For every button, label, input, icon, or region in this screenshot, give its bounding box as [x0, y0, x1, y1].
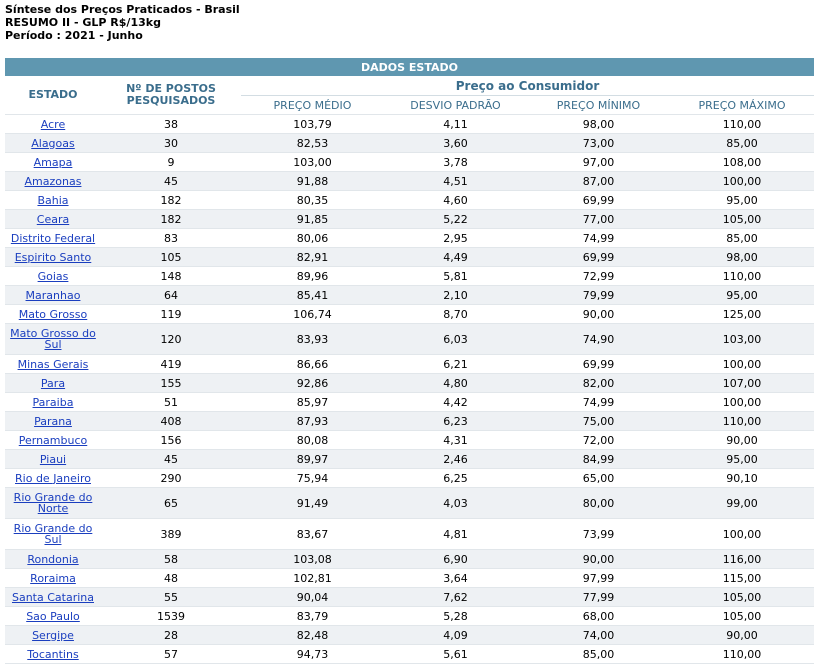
- table-row: [5, 412, 814, 431]
- cell-postos: 182: [101, 191, 241, 210]
- cell-preco-maximo: 115,00: [670, 569, 814, 588]
- table-row: [5, 626, 814, 645]
- cell-preco-maximo: 90,00: [670, 626, 814, 645]
- cell-estado: [5, 374, 101, 393]
- cell-preco-maximo: 95,00: [670, 286, 814, 305]
- cell-preco-maximo: 100,00: [670, 393, 814, 412]
- cell-postos: 389: [101, 519, 241, 550]
- cell-desvio-padrao: 5,81: [384, 267, 527, 286]
- cell-preco-medio: 89,96: [241, 267, 384, 286]
- state-link[interactable]: Sao Paulo: [26, 609, 80, 623]
- table-row: [5, 450, 814, 469]
- cell-estado: [5, 450, 101, 469]
- table-row: [5, 431, 814, 450]
- table-row: [5, 355, 814, 374]
- cell-preco-minimo: 84,99: [527, 450, 670, 469]
- table-row: [5, 229, 814, 248]
- cell-preco-medio: 89,97: [241, 450, 384, 469]
- cell-preco-medio: 90,04: [241, 588, 384, 607]
- cell-preco-maximo: 107,00: [670, 374, 814, 393]
- cell-preco-maximo: 110,00: [670, 267, 814, 286]
- cell-preco-maximo: 99,00: [670, 488, 814, 519]
- table-row: [5, 550, 814, 569]
- cell-postos: 156: [101, 431, 241, 450]
- cell-preco-minimo: 90,00: [527, 550, 670, 569]
- table-row: [5, 210, 814, 229]
- cell-preco-medio: 82,91: [241, 248, 384, 267]
- cell-estado: [5, 569, 101, 588]
- state-link[interactable]: Tocantins: [27, 647, 79, 661]
- state-link[interactable]: Sergipe: [32, 628, 74, 642]
- cell-preco-minimo: 85,00: [527, 645, 670, 664]
- cell-preco-minimo: 65,00: [527, 469, 670, 488]
- report-subtitle: RESUMO II - GLP R$/13kg: [5, 16, 161, 29]
- cell-preco-maximo: 110,00: [670, 645, 814, 664]
- cell-preco-maximo: 90,00: [670, 431, 814, 450]
- cell-postos: 119: [101, 305, 241, 324]
- cell-postos: 419: [101, 355, 241, 374]
- cell-preco-minimo: 82,00: [527, 374, 670, 393]
- cell-desvio-padrao: 6,03: [384, 324, 527, 355]
- cell-estado: [5, 412, 101, 431]
- cell-postos: 57: [101, 645, 241, 664]
- state-link[interactable]: Rio Grande do Norte: [13, 491, 93, 515]
- cell-preco-maximo: 95,00: [670, 191, 814, 210]
- cell-postos: 58: [101, 550, 241, 569]
- cell-preco-medio: 85,97: [241, 393, 384, 412]
- cell-preco-medio: 92,86: [241, 374, 384, 393]
- cell-postos: 120: [101, 324, 241, 355]
- cell-postos: 65: [101, 488, 241, 519]
- state-link[interactable]: Parana: [34, 414, 72, 428]
- cell-preco-medio: 91,88: [241, 172, 384, 191]
- cell-preco-medio: 103,79: [241, 115, 384, 134]
- state-prices-table: [5, 58, 814, 664]
- cell-preco-medio: 94,73: [241, 645, 384, 664]
- cell-postos: 1539: [101, 607, 241, 626]
- table-row: [5, 267, 814, 286]
- cell-estado: [5, 115, 101, 134]
- cell-preco-maximo: 95,00: [670, 450, 814, 469]
- cell-preco-minimo: 79,99: [527, 286, 670, 305]
- cell-postos: 148: [101, 267, 241, 286]
- cell-postos: 64: [101, 286, 241, 305]
- cell-preco-minimo: 97,99: [527, 569, 670, 588]
- cell-estado: [5, 210, 101, 229]
- cell-desvio-padrao: 6,21: [384, 355, 527, 374]
- table-row: [5, 115, 814, 134]
- cell-desvio-padrao: 4,42: [384, 393, 527, 412]
- table-row: [5, 286, 814, 305]
- cell-preco-maximo: 85,00: [670, 229, 814, 248]
- state-link[interactable]: Alagoas: [31, 136, 75, 150]
- cell-desvio-padrao: 4,60: [384, 191, 527, 210]
- cell-desvio-padrao: 4,51: [384, 172, 527, 191]
- cell-preco-medio: 82,53: [241, 134, 384, 153]
- state-link[interactable]: Maranhao: [25, 288, 81, 302]
- cell-preco-maximo: 110,00: [670, 412, 814, 431]
- cell-preco-medio: 103,08: [241, 550, 384, 569]
- cell-estado: [5, 550, 101, 569]
- cell-desvio-padrao: 2,10: [384, 286, 527, 305]
- cell-desvio-padrao: 5,61: [384, 645, 527, 664]
- report-title: Síntese dos Preços Praticados - Brasil: [5, 3, 240, 16]
- cell-preco-medio: 103,00: [241, 153, 384, 172]
- cell-preco-medio: 80,06: [241, 229, 384, 248]
- cell-preco-medio: 85,41: [241, 286, 384, 305]
- cell-desvio-padrao: 4,80: [384, 374, 527, 393]
- cell-preco-maximo: 98,00: [670, 248, 814, 267]
- cell-preco-medio: 86,66: [241, 355, 384, 374]
- column-header-estado: ESTADO: [28, 88, 78, 101]
- cell-desvio-padrao: 6,90: [384, 550, 527, 569]
- cell-postos: 55: [101, 588, 241, 607]
- cell-preco-minimo: 74,99: [527, 393, 670, 412]
- cell-estado: [5, 519, 101, 550]
- cell-preco-maximo: 125,00: [670, 305, 814, 324]
- cell-desvio-padrao: 3,64: [384, 569, 527, 588]
- cell-preco-minimo: 80,00: [527, 488, 670, 519]
- cell-postos: 45: [101, 450, 241, 469]
- state-link[interactable]: Bahia: [37, 193, 69, 207]
- cell-preco-medio: 83,93: [241, 324, 384, 355]
- cell-desvio-padrao: 5,22: [384, 210, 527, 229]
- state-link[interactable]: Espirito Santo: [14, 250, 92, 264]
- state-link[interactable]: Distrito Federal: [10, 231, 96, 245]
- cell-preco-medio: 82,48: [241, 626, 384, 645]
- cell-preco-maximo: 85,00: [670, 134, 814, 153]
- state-link[interactable]: Amapa: [33, 155, 73, 169]
- state-link[interactable]: Amazonas: [24, 174, 82, 188]
- cell-estado: [5, 588, 101, 607]
- cell-preco-maximo: 103,00: [670, 324, 814, 355]
- table-body: [5, 115, 814, 664]
- cell-estado: [5, 267, 101, 286]
- state-link[interactable]: Para: [40, 376, 66, 390]
- table-row: [5, 393, 814, 412]
- cell-estado: [5, 305, 101, 324]
- cell-postos: 408: [101, 412, 241, 431]
- cell-preco-minimo: 72,99: [527, 267, 670, 286]
- cell-preco-medio: 87,93: [241, 412, 384, 431]
- cell-preco-minimo: 69,99: [527, 355, 670, 374]
- cell-postos: 83: [101, 229, 241, 248]
- cell-preco-minimo: 97,00: [527, 153, 670, 172]
- table-row: [5, 248, 814, 267]
- cell-estado: [5, 355, 101, 374]
- column-header-preco-maximo: PREÇO MÁXIMO: [698, 98, 786, 112]
- table-row: [5, 519, 814, 550]
- state-link[interactable]: Goias: [37, 269, 69, 283]
- cell-preco-minimo: 74,00: [527, 626, 670, 645]
- column-header-preco-minimo: PREÇO MÍNIMO: [556, 98, 641, 112]
- cell-desvio-padrao: 4,49: [384, 248, 527, 267]
- state-link[interactable]: Piaui: [39, 452, 67, 466]
- cell-postos: 45: [101, 172, 241, 191]
- cell-preco-minimo: 74,90: [527, 324, 670, 355]
- cell-desvio-padrao: 4,81: [384, 519, 527, 550]
- cell-preco-maximo: 90,10: [670, 469, 814, 488]
- column-header-desvio-padrao: DESVIO PADRÃO: [410, 98, 501, 112]
- cell-desvio-padrao: 5,28: [384, 607, 527, 626]
- cell-desvio-padrao: 3,60: [384, 134, 527, 153]
- state-link[interactable]: Paraiba: [32, 395, 74, 409]
- cell-postos: 28: [101, 626, 241, 645]
- cell-desvio-padrao: 2,46: [384, 450, 527, 469]
- report-header: [5, 3, 240, 42]
- cell-preco-maximo: 105,00: [670, 588, 814, 607]
- cell-desvio-padrao: 7,62: [384, 588, 527, 607]
- state-link[interactable]: Mato Grosso: [18, 307, 88, 321]
- table-row: [5, 134, 814, 153]
- cell-preco-maximo: 105,00: [670, 210, 814, 229]
- cell-desvio-padrao: 6,23: [384, 412, 527, 431]
- cell-desvio-padrao: 8,70: [384, 305, 527, 324]
- cell-preco-maximo: 105,00: [670, 607, 814, 626]
- cell-preco-minimo: 77,99: [527, 588, 670, 607]
- cell-desvio-padrao: 4,31: [384, 431, 527, 450]
- cell-preco-minimo: 87,00: [527, 172, 670, 191]
- state-link[interactable]: Minas Gerais: [17, 357, 89, 371]
- cell-estado: [5, 645, 101, 664]
- cell-postos: 105: [101, 248, 241, 267]
- cell-preco-minimo: 72,00: [527, 431, 670, 450]
- cell-estado: [5, 488, 101, 519]
- cell-preco-minimo: 68,00: [527, 607, 670, 626]
- cell-preco-minimo: 74,99: [527, 229, 670, 248]
- cell-estado: [5, 324, 101, 355]
- table-row: [5, 607, 814, 626]
- cell-preco-minimo: 75,00: [527, 412, 670, 431]
- cell-desvio-padrao: 4,11: [384, 115, 527, 134]
- state-link[interactable]: Rio Grande do Sul: [13, 522, 93, 546]
- cell-estado: [5, 393, 101, 412]
- cell-estado: [5, 626, 101, 645]
- cell-preco-medio: 75,94: [241, 469, 384, 488]
- table-row: [5, 469, 814, 488]
- cell-preco-medio: 80,35: [241, 191, 384, 210]
- state-link[interactable]: Rondonia: [27, 552, 79, 566]
- cell-preco-medio: 83,67: [241, 519, 384, 550]
- state-link[interactable]: Roraima: [30, 571, 76, 585]
- cell-preco-maximo: 110,00: [670, 115, 814, 134]
- cell-preco-maximo: 100,00: [670, 355, 814, 374]
- cell-postos: 48: [101, 569, 241, 588]
- cell-estado: [5, 229, 101, 248]
- state-link[interactable]: Ceara: [36, 212, 70, 226]
- cell-postos: 51: [101, 393, 241, 412]
- cell-preco-minimo: 90,00: [527, 305, 670, 324]
- state-link[interactable]: Santa Catarina: [11, 590, 94, 604]
- cell-preco-minimo: 73,99: [527, 519, 670, 550]
- cell-postos: 9: [101, 153, 241, 172]
- cell-preco-minimo: 77,00: [527, 210, 670, 229]
- cell-desvio-padrao: 3,78: [384, 153, 527, 172]
- state-link[interactable]: Rio de Janeiro: [15, 471, 91, 485]
- cell-estado: [5, 607, 101, 626]
- table-banner: DADOS ESTADO: [5, 58, 814, 76]
- cell-postos: 290: [101, 469, 241, 488]
- cell-postos: 182: [101, 210, 241, 229]
- cell-preco-medio: 83,79: [241, 607, 384, 626]
- cell-preco-medio: 91,85: [241, 210, 384, 229]
- cell-preco-minimo: 73,00: [527, 134, 670, 153]
- cell-postos: 155: [101, 374, 241, 393]
- column-header-postos: Nº DE POSTOS PESQUISADOS: [126, 82, 216, 107]
- column-header-preco-medio: PREÇO MÉDIO: [273, 98, 352, 112]
- cell-estado: [5, 153, 101, 172]
- cell-estado: [5, 172, 101, 191]
- table-row: [5, 324, 814, 355]
- table-row: [5, 645, 814, 664]
- state-link[interactable]: Acre: [40, 117, 66, 131]
- cell-preco-medio: 91,49: [241, 488, 384, 519]
- table-row: [5, 588, 814, 607]
- table-row: [5, 153, 814, 172]
- cell-postos: 38: [101, 115, 241, 134]
- state-link[interactable]: Mato Grosso do Sul: [10, 327, 96, 351]
- table-row: [5, 305, 814, 324]
- cell-preco-maximo: 100,00: [670, 519, 814, 550]
- cell-estado: [5, 431, 101, 450]
- cell-desvio-padrao: 4,09: [384, 626, 527, 645]
- table-row: [5, 569, 814, 588]
- cell-preco-medio: 102,81: [241, 569, 384, 588]
- column-group-preco-consumidor: Preço ao Consumidor: [241, 76, 814, 96]
- cell-preco-medio: 106,74: [241, 305, 384, 324]
- cell-preco-maximo: 108,00: [670, 153, 814, 172]
- table-row: [5, 172, 814, 191]
- cell-estado: [5, 134, 101, 153]
- cell-desvio-padrao: 2,95: [384, 229, 527, 248]
- cell-desvio-padrao: 4,03: [384, 488, 527, 519]
- table-row: [5, 488, 814, 519]
- cell-preco-minimo: 69,99: [527, 248, 670, 267]
- cell-preco-minimo: 69,99: [527, 191, 670, 210]
- cell-preco-medio: 80,08: [241, 431, 384, 450]
- cell-preco-minimo: 98,00: [527, 115, 670, 134]
- cell-estado: [5, 248, 101, 267]
- cell-preco-maximo: 116,00: [670, 550, 814, 569]
- cell-postos: 30: [101, 134, 241, 153]
- table-row: [5, 374, 814, 393]
- cell-estado: [5, 286, 101, 305]
- cell-preco-maximo: 100,00: [670, 172, 814, 191]
- cell-desvio-padrao: 6,25: [384, 469, 527, 488]
- state-link[interactable]: Pernambuco: [18, 433, 88, 447]
- report-period: Período : 2021 - Junho: [5, 29, 143, 42]
- table-row: [5, 191, 814, 210]
- cell-estado: [5, 191, 101, 210]
- cell-estado: [5, 469, 101, 488]
